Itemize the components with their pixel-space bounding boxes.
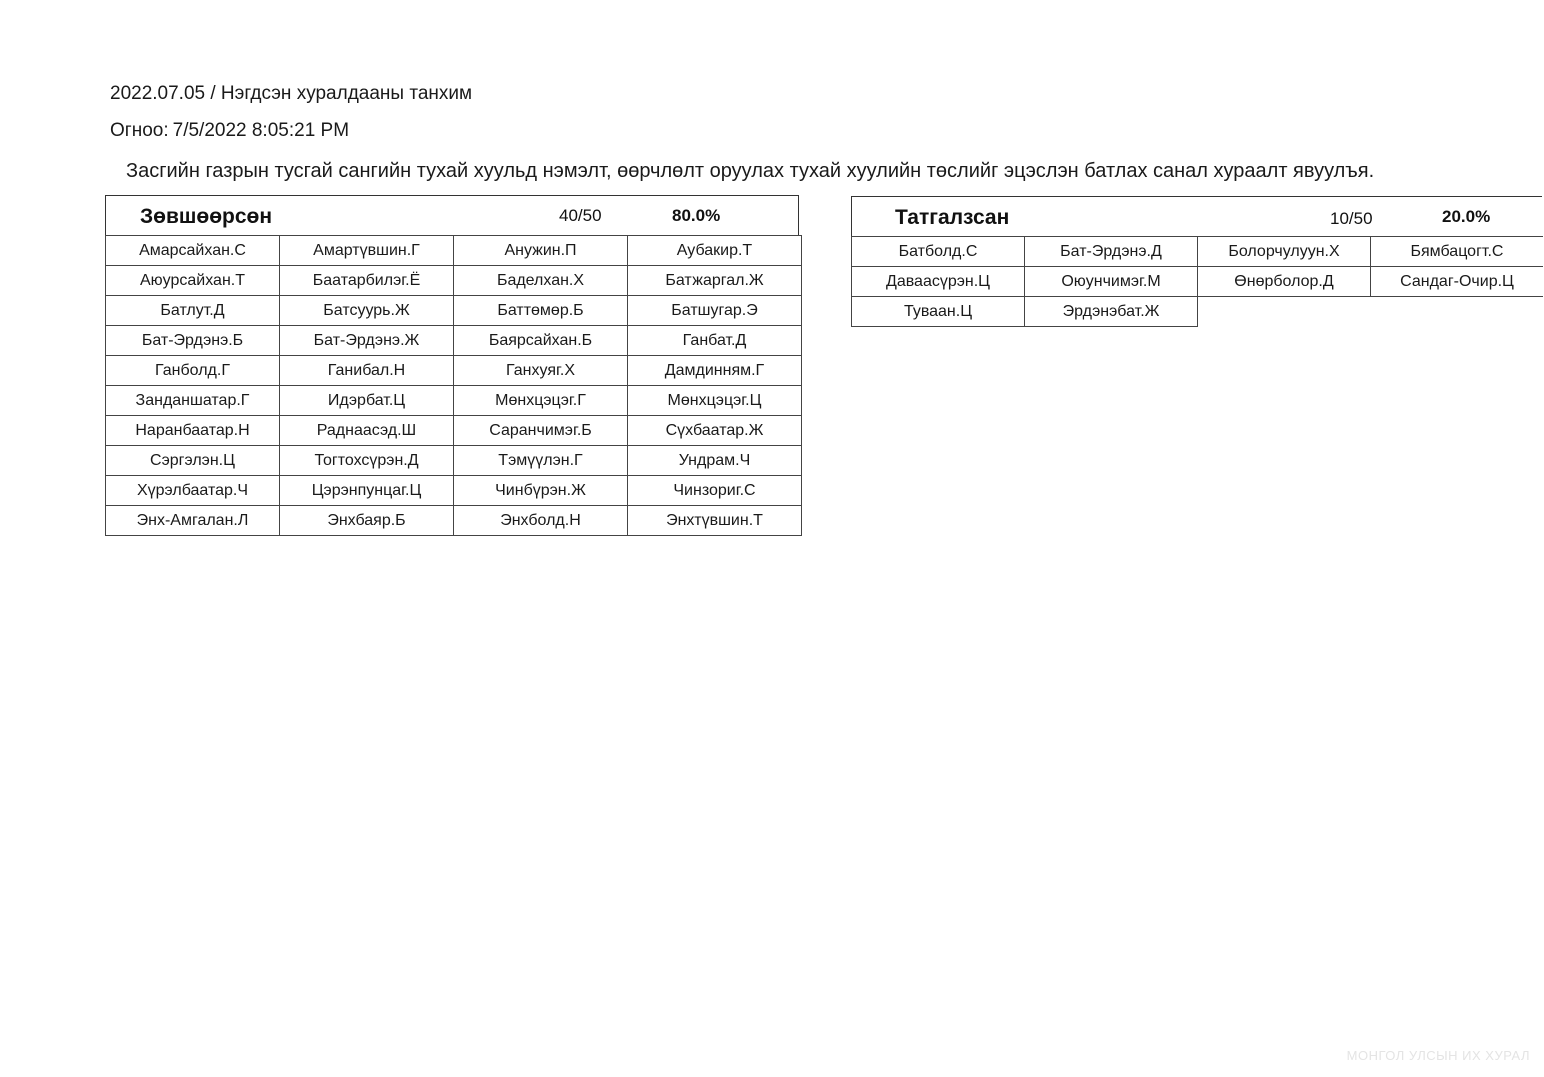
member-name: Ганбат.Д	[628, 326, 802, 356]
member-name: Дамдинням.Г	[628, 356, 802, 386]
rejected-count: 10/50	[1330, 209, 1373, 228]
approved-count: 40/50	[559, 206, 602, 225]
member-name: Бат-Эрдэнэ.Ж	[280, 326, 454, 356]
member-name: Ганболд.Г	[106, 356, 280, 386]
member-name: Баделхан.Х	[454, 266, 628, 296]
member-name: Раднаасэд.Ш	[280, 416, 454, 446]
member-name: Батсуурь.Ж	[280, 296, 454, 326]
member-name: Амарсайхан.С	[106, 236, 280, 266]
date-value: 7/5/2022 8:05:21 PM	[172, 120, 350, 141]
approved-block	[105, 195, 802, 536]
member-name: Саранчимэг.Б	[454, 416, 628, 446]
member-name: Бат-Эрдэнэ.Б	[106, 326, 280, 356]
date-line	[110, 120, 349, 142]
member-name: Энхболд.Н	[454, 506, 628, 536]
member-name: Энхбаяр.Б	[280, 506, 454, 536]
member-name: Цэрэнпунцаг.Ц	[280, 476, 454, 506]
member-name: Тогтохсүрэн.Д	[280, 446, 454, 476]
rejected-header	[851, 196, 1542, 236]
member-name: Батлут.Д	[106, 296, 280, 326]
member-name: Занданшатар.Г	[106, 386, 280, 416]
table-row	[852, 267, 1544, 297]
member-name: Сүхбаатар.Ж	[628, 416, 802, 446]
table-row	[106, 326, 802, 356]
member-name: Чинбүрэн.Ж	[454, 476, 628, 506]
date-label: Огноо:	[110, 120, 169, 141]
member-name: Батжаргал.Ж	[628, 266, 802, 296]
table-row	[106, 476, 802, 506]
member-name: Баатарбилэг.Ё	[280, 266, 454, 296]
member-name: Амартүвшин.Г	[280, 236, 454, 266]
member-name: Даваасүрэн.Ц	[852, 267, 1025, 297]
member-name: Бат-Эрдэнэ.Д	[1025, 237, 1198, 267]
empty-cell	[1198, 297, 1371, 327]
table-row	[106, 356, 802, 386]
rejected-percent: 20.0%	[1442, 207, 1491, 226]
member-name: Мөнхцэцэг.Ц	[628, 386, 802, 416]
approved-title: Зөвшөөрсөн	[140, 205, 273, 228]
member-name: Батболд.С	[852, 237, 1025, 267]
table-row	[106, 446, 802, 476]
member-name: Сандаг-Очир.Ц	[1371, 267, 1544, 297]
table-row	[106, 416, 802, 446]
member-name: Болорчулуун.Х	[1198, 237, 1371, 267]
member-name: Чинзориг.С	[628, 476, 802, 506]
member-name: Наранбаатар.Н	[106, 416, 280, 446]
rejected-title: Татгалзсан	[895, 206, 1010, 229]
member-name: Баярсайхан.Б	[454, 326, 628, 356]
table-row	[106, 236, 802, 266]
table-row	[852, 297, 1544, 327]
member-name: Баттөмөр.Б	[454, 296, 628, 326]
approved-names-table	[105, 235, 802, 536]
table-row	[852, 237, 1544, 267]
session-header: 2022.07.05 / Нэгдсэн хуралдааны танхим	[110, 83, 473, 104]
member-name: Сэргэлэн.Ц	[106, 446, 280, 476]
member-name: Аюурсайхан.Т	[106, 266, 280, 296]
member-name: Хүрэлбаатар.Ч	[106, 476, 280, 506]
table-row	[106, 296, 802, 326]
member-name: Ганибал.Н	[280, 356, 454, 386]
motion-title: Засгийн газрын тусгай сангийн тухай хуульд нэмэлт, өөрчлөлт оруулах тухай хуулийн төслийг эцэслэн батлах санал хураалт явуулъя.	[126, 160, 1375, 182]
member-name: Идэрбат.Ц	[280, 386, 454, 416]
member-name: Өнөрболор.Д	[1198, 267, 1371, 297]
table-row	[106, 506, 802, 536]
member-name: Бямбацогт.С	[1371, 237, 1544, 267]
member-name: Ундрам.Ч	[628, 446, 802, 476]
approved-header	[105, 195, 799, 235]
member-name: Оюунчимэг.М	[1025, 267, 1198, 297]
member-name: Батшугар.Э	[628, 296, 802, 326]
member-name: Аубакир.Т	[628, 236, 802, 266]
member-name: Анужин.П	[454, 236, 628, 266]
member-name: Мөнхцэцэг.Г	[454, 386, 628, 416]
member-name: Туваан.Ц	[852, 297, 1025, 327]
member-name: Ганхуяг.Х	[454, 356, 628, 386]
approved-percent: 80.0%	[672, 206, 721, 225]
watermark-text: МОНГОЛ УЛСЫН ИХ ХУРАЛ	[1346, 1048, 1530, 1063]
member-name: Энхтүвшин.Т	[628, 506, 802, 536]
member-name: Энх-Амгалан.Л	[106, 506, 280, 536]
member-name: Тэмүүлэн.Г	[454, 446, 628, 476]
table-row	[106, 386, 802, 416]
rejected-block	[851, 196, 1543, 327]
table-row	[106, 266, 802, 296]
member-name: Эрдэнэбат.Ж	[1025, 297, 1198, 327]
empty-cell	[1371, 297, 1544, 327]
rejected-names-table	[851, 236, 1543, 327]
